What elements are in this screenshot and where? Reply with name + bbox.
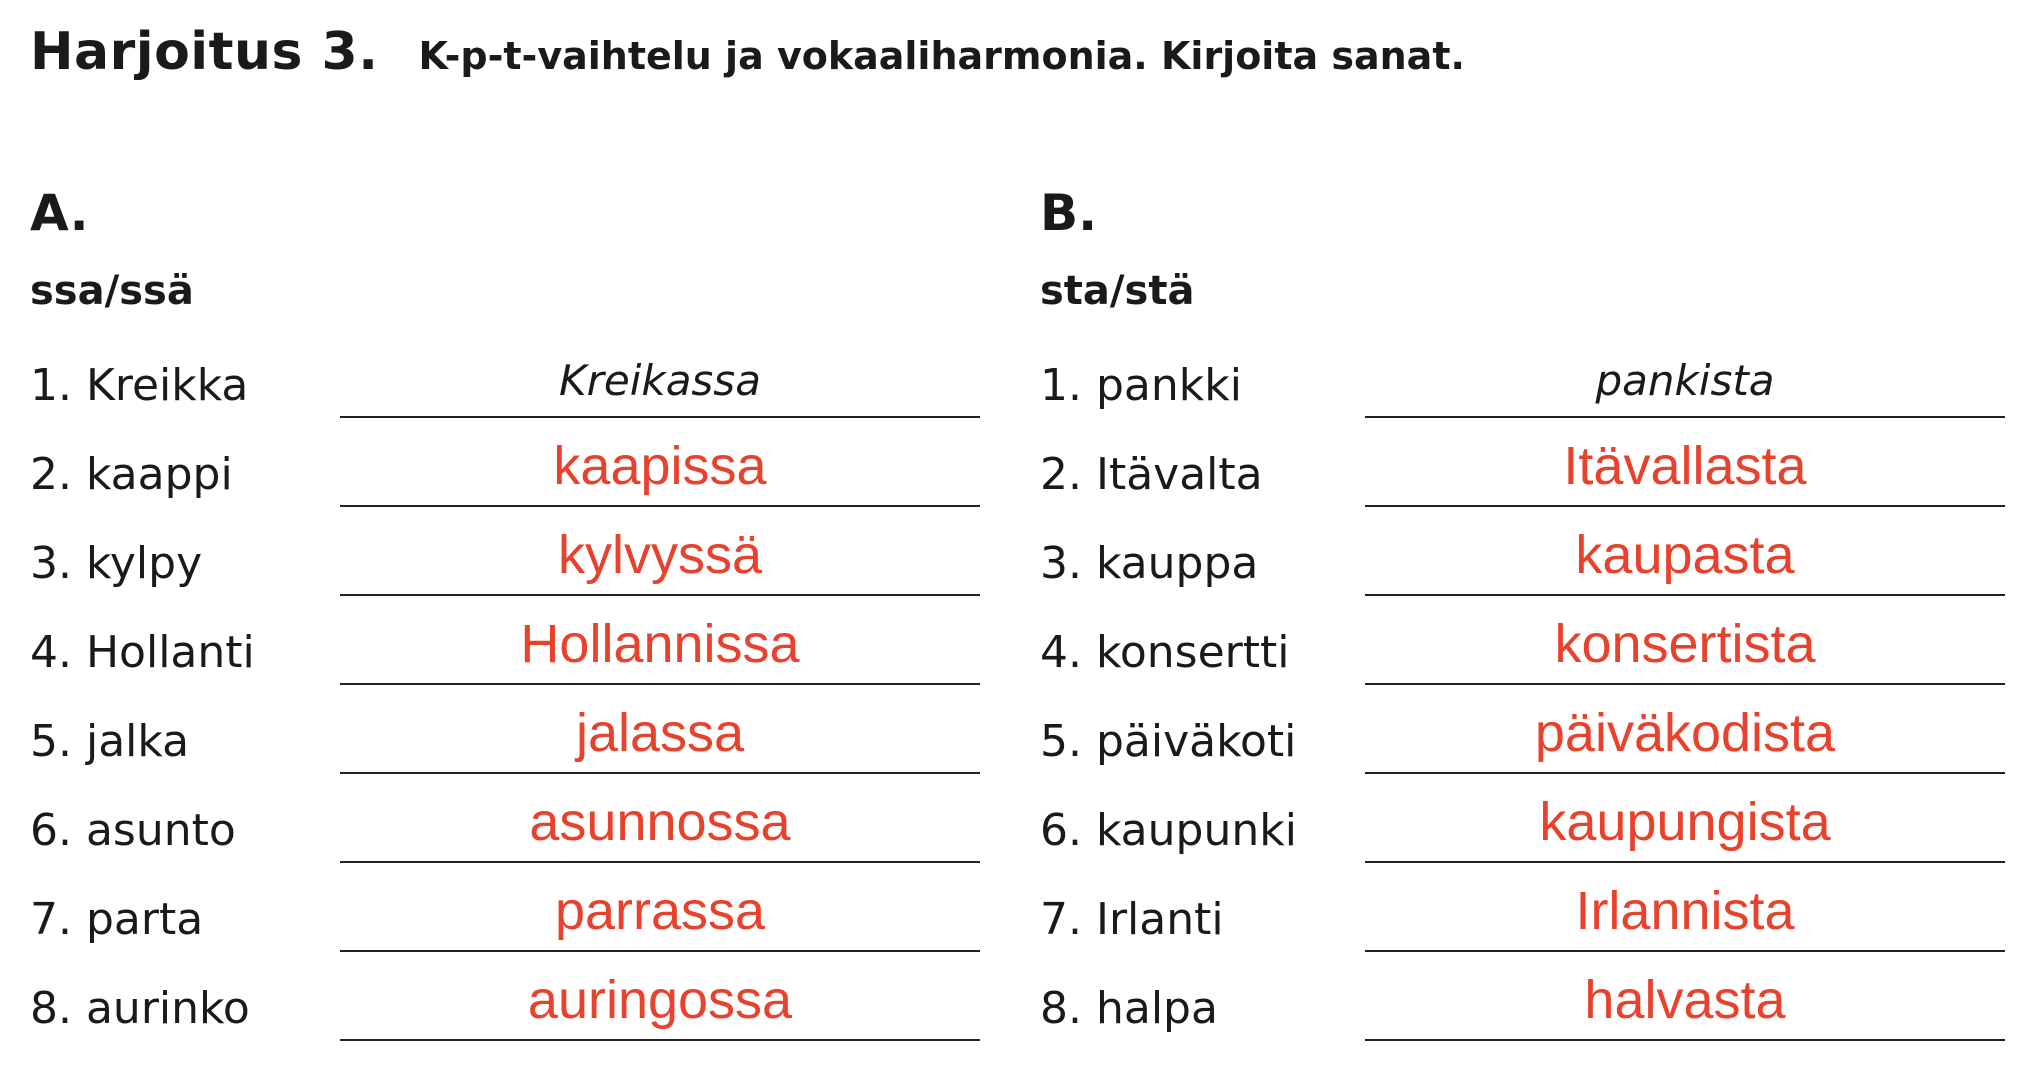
exercise-header (30, 22, 1465, 82)
filled-answer: Hollannissa (520, 614, 800, 674)
answer-line[interactable] (1365, 344, 2005, 418)
section-b-items (1040, 344, 2000, 1056)
exercise-item (30, 967, 990, 1056)
exercise-item (30, 611, 990, 700)
exercise-item (1040, 522, 2000, 611)
exercise-item (30, 700, 990, 789)
item-prompt: 7. parta (30, 894, 204, 945)
filled-answer: halvasta (1584, 970, 1786, 1030)
exercise-instruction: K-p-t-vaihtelu ja vokaaliharmonia. Kirjoita sanat. (418, 34, 1465, 78)
answer-line[interactable] (340, 522, 980, 596)
exercise-item (1040, 967, 2000, 1056)
exercise-item (1040, 700, 2000, 789)
section-a-items (30, 344, 990, 1056)
answer-line[interactable] (340, 700, 980, 774)
exercise-item (1040, 611, 2000, 700)
exercise-item (30, 789, 990, 878)
exercise-item (30, 522, 990, 611)
answer-line[interactable] (1365, 522, 2005, 596)
answer-line[interactable] (1365, 433, 2005, 507)
filled-answer: kaupungista (1539, 792, 1831, 852)
filled-answer: jalassa (575, 703, 745, 763)
section-b-letter: B. (1040, 184, 1098, 242)
item-prompt: 4. Hollanti (30, 627, 255, 678)
item-prompt: 5. päiväkoti (1040, 716, 1297, 767)
answer-line[interactable] (340, 789, 980, 863)
filled-answer: kaapissa (553, 436, 767, 496)
answer-line[interactable] (1365, 789, 2005, 863)
answer-line[interactable] (1365, 611, 2005, 685)
example-answer: pankista (1595, 356, 1775, 405)
answer-line[interactable] (1365, 967, 2005, 1041)
item-prompt: 6. kaupunki (1040, 805, 1297, 856)
exercise-item (30, 433, 990, 522)
answer-line[interactable] (340, 878, 980, 952)
filled-answer: päiväkodista (1534, 703, 1836, 763)
exercise-item (1040, 433, 2000, 522)
item-prompt: 3. kauppa (1040, 538, 1259, 589)
item-prompt: 1. pankki (1040, 360, 1242, 411)
item-prompt: 4. konsertti (1040, 627, 1290, 678)
exercise-item (1040, 789, 2000, 878)
answer-line[interactable] (1365, 700, 2005, 774)
example-answer: Kreikassa (559, 356, 761, 405)
exercise-item (1040, 878, 2000, 967)
filled-answer: asunnossa (529, 792, 791, 852)
exercise-item (30, 878, 990, 967)
item-prompt: 2. kaappi (30, 449, 233, 500)
item-prompt: 3. kylpy (30, 538, 203, 589)
exercise-item (30, 344, 990, 433)
item-prompt: 6. asunto (30, 805, 236, 856)
answer-line[interactable] (340, 433, 980, 507)
answer-line[interactable] (340, 344, 980, 418)
exercise-item (1040, 344, 2000, 433)
item-prompt: 2. Itävalta (1040, 449, 1263, 500)
section-a (30, 178, 990, 1056)
section-b-suffix: sta/stä (1040, 268, 1195, 314)
filled-answer: Itävallasta (1563, 436, 1807, 496)
section-a-letter: A. (30, 184, 89, 242)
filled-answer: kylvyssä (557, 525, 763, 585)
filled-answer: parrassa (554, 881, 766, 941)
filled-answer: kaupasta (1575, 525, 1795, 585)
item-prompt: 7. Irlanti (1040, 894, 1224, 945)
section-a-suffix: ssa/ssä (30, 268, 194, 314)
item-prompt: 8. halpa (1040, 983, 1218, 1034)
answer-line[interactable] (340, 967, 980, 1041)
filled-answer: konsertista (1554, 614, 1816, 674)
section-b (1040, 178, 2000, 1056)
filled-answer: auringossa (527, 970, 793, 1030)
filled-answer: Irlannista (1575, 881, 1795, 941)
item-prompt: 5. jalka (30, 716, 190, 767)
item-prompt: 8. aurinko (30, 983, 250, 1034)
answer-line[interactable] (340, 611, 980, 685)
item-prompt: 1. Kreikka (30, 360, 249, 411)
answer-line[interactable] (1365, 878, 2005, 952)
exercise-title: Harjoitus 3. (30, 22, 379, 82)
